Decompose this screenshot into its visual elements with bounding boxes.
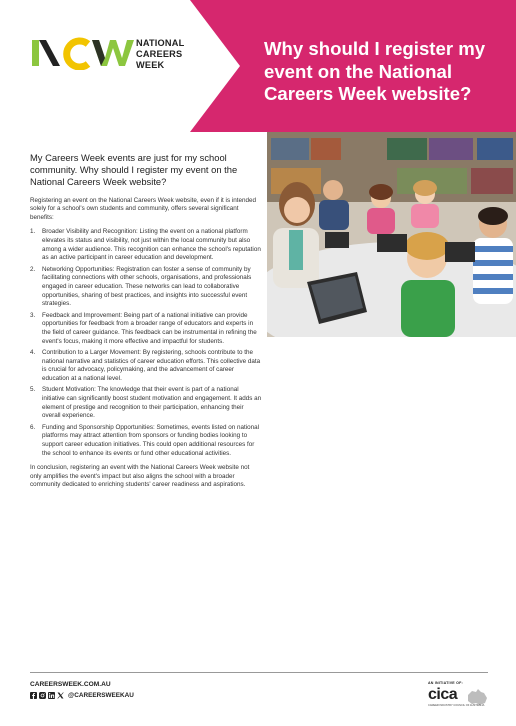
list-item-text: Networking Opportunities: Registration can foster a sense of community by facilitating connections with other schools, organisations, and professionals engaged in career education. These networks can lead to collaborative opportunities, sharing of best practices, and insights into successful event strategies. bbox=[42, 265, 252, 308]
linkedin-icon[interactable] bbox=[48, 692, 55, 699]
list-item bbox=[30, 424, 262, 458]
list-item-number: 2. bbox=[30, 265, 36, 273]
list-item-text: Feedback and Improvement: Being part of a national initiative can provide opportunities for feedback from a broader range of educators and experts in the field of career guidance. This feedback can be instrumental in refining the event's focus, making it more effective and impactful for students. bbox=[42, 311, 257, 345]
list-item-number: 5. bbox=[30, 386, 36, 394]
list-item-number: 6. bbox=[30, 423, 36, 431]
list-item-number: 3. bbox=[30, 311, 36, 319]
list-item bbox=[30, 228, 262, 262]
footer-divider bbox=[30, 672, 488, 673]
benefits-list bbox=[30, 228, 262, 458]
list-item bbox=[30, 312, 262, 346]
intro-paragraph: Registering an event on the National Careers Week website, even if it is intended solely for a school's own students and community, offers several significant benefits: bbox=[30, 196, 256, 221]
social-handle[interactable]: @CAREERSWEEKAU bbox=[68, 691, 134, 699]
social-bar bbox=[30, 690, 134, 700]
initiative-label: AN INITIATIVE OF: bbox=[428, 681, 463, 685]
logo-mark-diagonal bbox=[39, 40, 60, 66]
ncw-logo-mark bbox=[30, 36, 134, 70]
list-item bbox=[30, 386, 262, 420]
cica-logo bbox=[428, 686, 488, 710]
logo-line-3: WEEK bbox=[136, 60, 165, 70]
x-icon[interactable] bbox=[57, 692, 64, 699]
ncw-logo bbox=[30, 36, 185, 76]
facebook-icon[interactable] bbox=[30, 692, 37, 699]
conclusion-paragraph: In conclusion, registering an event with the National Careers Week website not only amplifies the event's impact but also aligns the school with a broader community dedicated to enriching students' career readiness and aspirations. bbox=[30, 464, 250, 489]
instagram-icon[interactable] bbox=[39, 692, 46, 699]
list-item-text: Student Motivation: The knowledge that their event is part of a national initiative can significantly boost student motivation and engagement. It adds an element of prestige and recognition to their participation, enhancing their overall experience. bbox=[42, 386, 262, 420]
page-title: Why should I register my event on the National Careers Week website? bbox=[264, 38, 486, 104]
logo-mark-bar-green bbox=[32, 40, 39, 66]
lead-question: My Careers Week events are just for my school community. Why should I register my event on the National Careers Week website? bbox=[30, 152, 238, 188]
list-item-number: 4. bbox=[30, 349, 36, 357]
list-item bbox=[30, 266, 262, 309]
list-item-text: Contribution to a Larger Movement: By registering, schools contribute to the national narrative and statistics of career education efforts. This collective data is crucial for advocacy, policymaking, and the advancement of career education at a national level. bbox=[42, 349, 261, 382]
list-item-text: Funding and Sponsorship Opportunities: Sometimes, events listed on national platforms may attract attention from sponsors or funding bodies looking to support career education initiatives. This could open additional resources for the school to enhance its events or fund other educational activities. bbox=[42, 423, 260, 457]
classroom-photo-illustration bbox=[267, 132, 516, 337]
list-item-number: 1. bbox=[30, 228, 36, 236]
logo-line-2: CAREERS bbox=[136, 49, 183, 59]
article-body bbox=[30, 152, 262, 496]
website-link[interactable]: CAREERSWEEK.COM.AU bbox=[30, 681, 111, 688]
cica-wordmark: cica bbox=[428, 686, 458, 703]
cica-tagline: CAREER INDUSTRY COUNCIL OF AUSTRALIA bbox=[428, 704, 485, 707]
logo-wordmark bbox=[136, 38, 216, 71]
logo-line-1: NATIONAL bbox=[136, 38, 185, 48]
list-item-text: Broader Visibility and Recognition: Listing the event on a national platform elevates its status and visibility, not just within the local community but also among a wider audience. This recognition can enhance the school's reputation as an active participant in career education and development. bbox=[42, 228, 261, 262]
list-item bbox=[30, 349, 262, 383]
classroom-photo bbox=[267, 132, 516, 337]
logo-mark-c bbox=[67, 41, 88, 67]
